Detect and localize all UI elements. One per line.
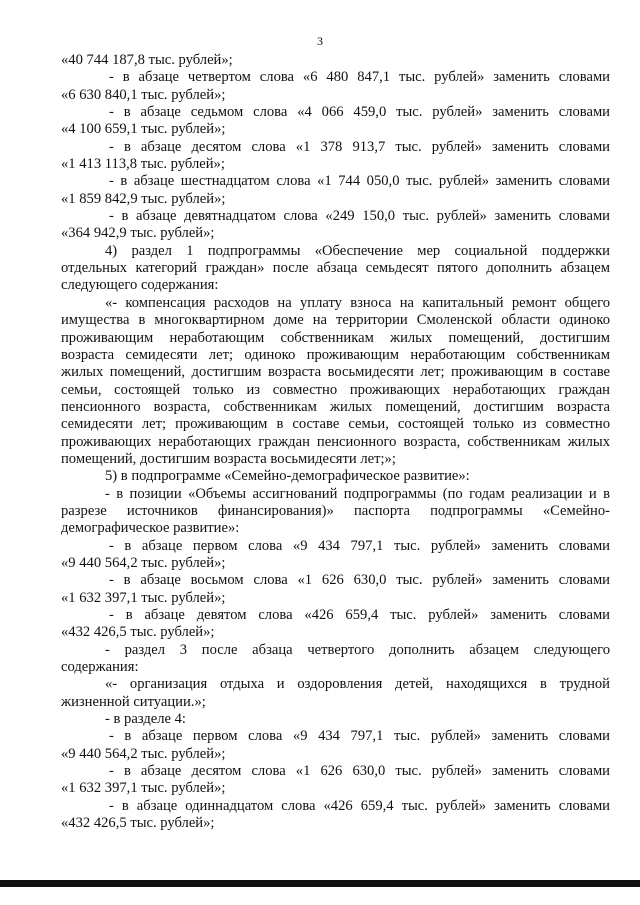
text-line: - в разделе 4: (105, 711, 186, 728)
text-line: проживающим неработающим собственникам жилых помещений, достигшим (61, 329, 610, 346)
text-line: разрезе источников финансирования)» паспорта подпрограммы «Семейно- (61, 502, 610, 519)
text-line: - в абзаце первом слова «9 434 797,1 тыс. рублей» заменить словами (109, 728, 610, 745)
text-line: - в абзаце восьмом слова «1 626 630,0 тыс. рублей» заменить словами (109, 572, 610, 589)
text-line: - в абзаце девятнадцатом слова «249 150,0 тыс. рублей» заменить словами (109, 208, 610, 225)
text-line: пенсионного возраста, собственникам жилых помещений, достигшим возраста (61, 398, 610, 415)
text-line: возраста семидесяти лет; одиноко проживающим неработающим собственникам (61, 346, 610, 363)
text-line: «- компенсация расходов на уплату взноса на капитальный ремонт общего (105, 294, 610, 311)
text-line: следующего содержания: (61, 277, 219, 294)
text-line: - в абзаце четвертом слова «6 480 847,1 тыс. рублей» заменить словами (109, 69, 610, 86)
text-line: «364 942,9 тыс. рублей»; (61, 225, 215, 242)
text-line: имущества в многоквартирном доме на территории Смоленской области одиноко (61, 312, 610, 329)
text-line: «9 440 564,2 тыс. рублей»; (61, 745, 226, 762)
text-line: - в позиции «Объемы ассигнований подпрограммы (по годам реализации и в (105, 485, 610, 502)
text-line: помещений, достигшим возраста восьмидесяти лет;»; (61, 450, 396, 467)
text-line: «1 632 397,1 тыс. рублей»; (61, 589, 226, 606)
text-line: семидесяти лет; проживающим в составе семьи, состоящей только из совместно (61, 416, 610, 433)
page-number: 3 (317, 34, 323, 48)
bottom-border-line (0, 880, 640, 887)
text-line: демографическое развитие»: (61, 520, 240, 537)
text-line: семьи, состоящей только из совместно проживающих неработающих граждан (61, 381, 610, 398)
text-line: «4 100 659,1 тыс. рублей»; (61, 121, 226, 138)
text-line: «432 426,5 тыс. рублей»; (61, 815, 215, 832)
text-line: - в абзаце первом слова «9 434 797,1 тыс. рублей» заменить словами (109, 537, 610, 554)
text-line: 4) раздел 1 подпрограммы «Обеспечение мер социальной поддержки (105, 242, 610, 259)
text-line: - раздел 3 после абзаца четвертого дополнить абзацем следующего (105, 641, 610, 658)
text-line: «9 440 564,2 тыс. рублей»; (61, 554, 226, 571)
text-line: «432 426,5 тыс. рублей»; (61, 624, 215, 641)
text-line: «1 632 397,1 тыс. рублей»; (61, 780, 226, 797)
text-line: отдельных категорий граждан» после абзаца семьдесят пятого дополнить абзацем (61, 260, 610, 277)
text-line: - в абзаце десятом слова «1 626 630,0 тыс. рублей» заменить словами (109, 763, 610, 780)
text-line: - в абзаце девятом слова «426 659,4 тыс. рублей» заменить словами (109, 607, 610, 623)
text-line: «1 413 113,8 тыс. рублей»; (61, 156, 225, 173)
text-line: «1 859 842,9 тыс. рублей»; (61, 190, 226, 207)
document-body (61, 52, 610, 832)
text-line: - в абзаце седьмом слова «4 066 459,0 тыс. рублей» заменить словами (109, 104, 610, 121)
text-line: содержания: (61, 659, 139, 676)
text-line: - в абзаце десятом слова «1 378 913,7 тыс. рублей» заменить словами (109, 138, 610, 155)
text-line: - в абзаце одиннадцатом слова «426 659,4 тыс. рублей» заменить словами (109, 797, 610, 814)
text-line: «- организация отдыха и оздоровления детей, находящихся в трудной (105, 676, 610, 693)
text-line: «6 630 840,1 тыс. рублей»; (61, 86, 226, 103)
text-line: жилых помещений, достигшим возраста восьмидесяти лет; проживающим в составе (61, 364, 610, 381)
text-line: проживающих неработающих граждан пенсионного возраста, собственникам жилых (61, 433, 610, 450)
text-line: жизненной ситуации.»; (61, 693, 206, 710)
text-line: «40 744 187,8 тыс. рублей»; (61, 52, 233, 68)
text-line: 5) в подпрограмме «Семейно-демографическое развитие»: (105, 468, 470, 485)
text-line: - в абзаце шестнадцатом слова «1 744 050,0 тыс. рублей» заменить словами (109, 173, 610, 190)
